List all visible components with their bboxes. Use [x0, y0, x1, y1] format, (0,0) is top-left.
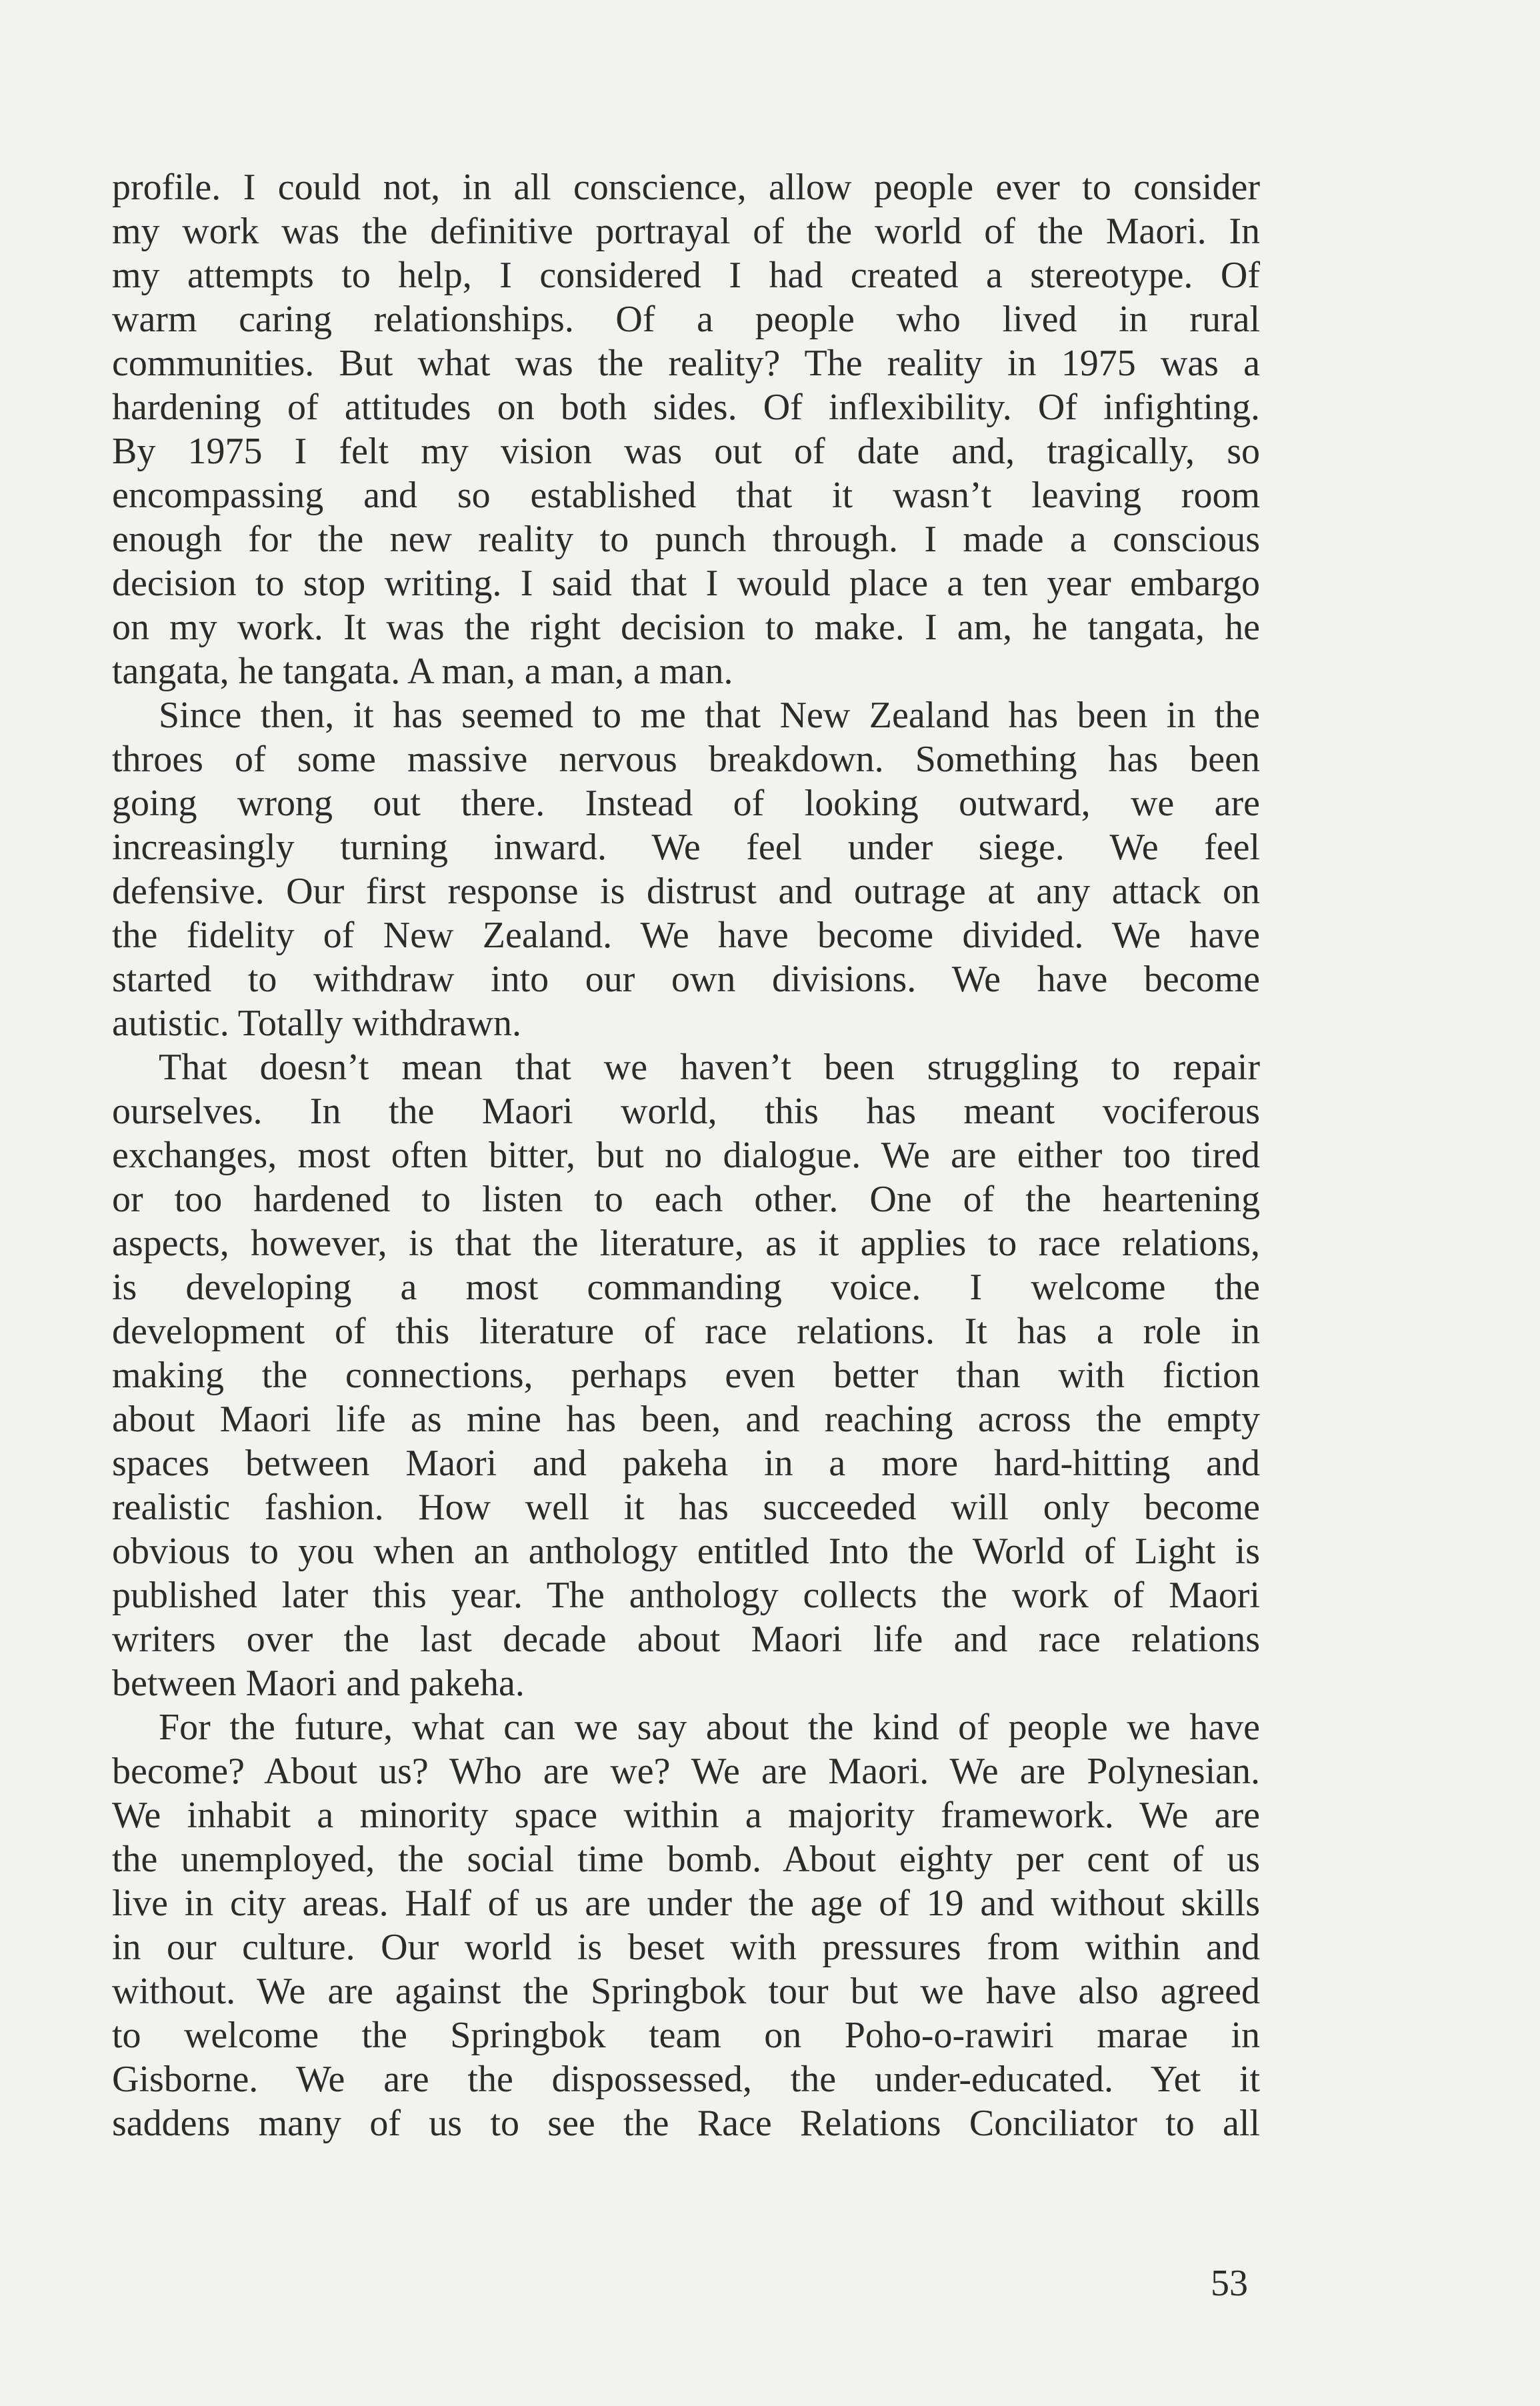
text-line: Gisborne. We are the dispossessed, the under-educated. Yet it: [112, 2059, 1260, 2100]
body-text: [112, 165, 1260, 2145]
text-line: For the future, what can we say about the kind of people we have: [159, 1707, 1260, 1748]
text-line: hardening of attitudes on both sides. Of inflexibility. Of infighting.: [112, 387, 1260, 428]
text-line: the fidelity of New Zealand. We have become divided. We have: [112, 915, 1260, 956]
text-line: decision to stop writing. I said that I would place a ten year embargo: [112, 563, 1260, 604]
text-line: on my work. It was the right decision to make. I am, he tangata, he: [112, 607, 1260, 648]
text-line: without. We are against the Springbok tour but we have also agreed: [112, 1971, 1260, 2012]
text-line: profile. I could not, in all conscience, allow people ever to consider: [112, 167, 1260, 208]
text-line: published later this year. The anthology collects the work of Maori: [112, 1575, 1260, 1616]
page-number: 53: [1211, 2263, 1248, 2304]
text-line: enough for the new reality to punch through. I made a conscious: [112, 519, 1260, 560]
text-line: making the connections, perhaps even better than with fiction: [112, 1355, 1260, 1396]
text-line: ourselves. In the Maori world, this has meant vociferous: [112, 1091, 1260, 1132]
text-line: is developing a most commanding voice. I welcome the: [112, 1267, 1260, 1308]
text-line: live in city areas. Half of us are under the age of 19 and without skills: [112, 1883, 1260, 1924]
text-line: between Maori and pakeha.: [112, 1663, 525, 1704]
text-line: development of this literature of race relations. It has a role in: [112, 1311, 1260, 1352]
text-line: tangata, he tangata. A man, a man, a man.: [112, 651, 733, 692]
text-line: in our culture. Our world is beset with pressures from within and: [112, 1927, 1260, 1968]
text-line: saddens many of us to see the Race Relations Conciliator to all: [112, 2103, 1260, 2144]
text-line: aspects, however, is that the literature, as it applies to race relations,: [112, 1223, 1260, 1264]
text-line: warm caring relationships. Of a people who lived in rural: [112, 299, 1260, 340]
text-line: increasingly turning inward. We feel under siege. We feel: [112, 827, 1260, 868]
text-line: started to withdraw into our own divisions. We have become: [112, 959, 1260, 1000]
text-line: exchanges, most often bitter, but no dialogue. We are either too tired: [112, 1135, 1260, 1176]
text-line: or too hardened to listen to each other. One of the heartening: [112, 1179, 1260, 1220]
text-line: my work was the definitive portrayal of the world of the Maori. In: [112, 211, 1260, 252]
text-line: By 1975 I felt my vision was out of date and, tragically, so: [112, 431, 1260, 472]
text-line: going wrong out there. Instead of looking outward, we are: [112, 783, 1260, 824]
text-line: become? About us? Who are we? We are Maori. We are Polynesian.: [112, 1751, 1260, 1792]
text-line: obvious to you when an anthology entitled Into the World of Light is: [112, 1531, 1260, 1572]
text-line: That doesn’t mean that we haven’t been struggling to repair: [159, 1047, 1260, 1088]
text-line: spaces between Maori and pakeha in a more hard-hitting and: [112, 1443, 1260, 1484]
text-line: my attempts to help, I considered I had created a stereotype. Of: [112, 255, 1260, 296]
text-line: throes of some massive nervous breakdown. Something has been: [112, 739, 1260, 780]
text-line: defensive. Our first response is distrust and outrage at any attack on: [112, 871, 1260, 912]
text-line: realistic fashion. How well it has succeeded will only become: [112, 1487, 1260, 1528]
text-line: to welcome the Springbok team on Poho-o-rawiri marae in: [112, 2015, 1260, 2056]
text-line: Since then, it has seemed to me that New Zealand has been in the: [159, 695, 1260, 736]
text-line: We inhabit a minority space within a majority framework. We are: [112, 1795, 1260, 1836]
text-line: the unemployed, the social time bomb. About eighty per cent of us: [112, 1839, 1260, 1880]
text-line: encompassing and so established that it wasn’t leaving room: [112, 475, 1260, 516]
text-line: about Maori life as mine has been, and reaching across the empty: [112, 1399, 1260, 1440]
text-line: autistic. Totally withdrawn.: [112, 1003, 522, 1044]
text-line: writers over the last decade about Maori life and race relations: [112, 1619, 1260, 1660]
text-line: communities. But what was the reality? The reality in 1975 was a: [112, 343, 1260, 384]
